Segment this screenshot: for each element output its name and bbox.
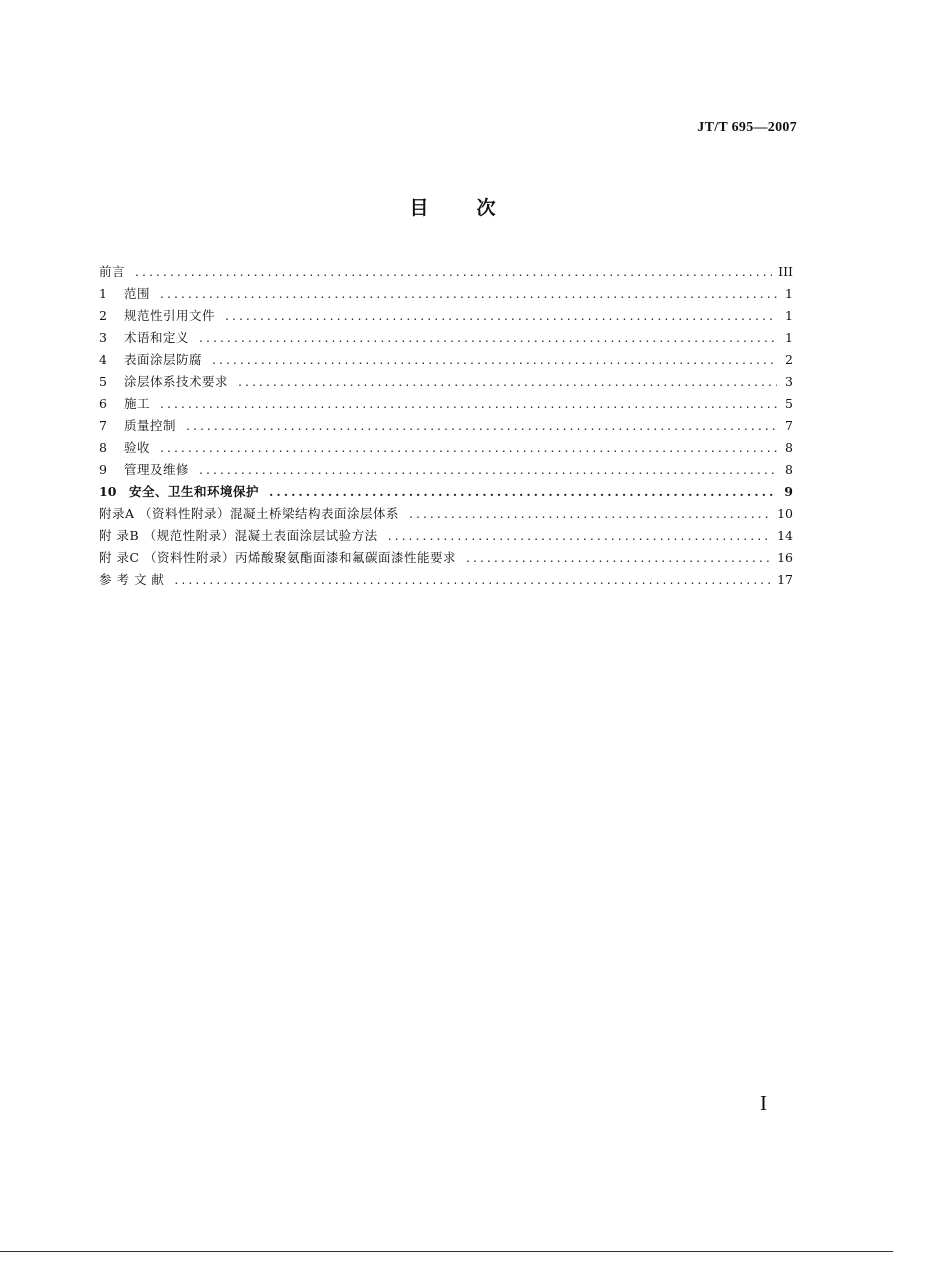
toc-entry-number: 8 [99,440,107,455]
toc-leader-dots [186,415,777,437]
toc-entry-label: 附 录B （规范性附录）混凝土表面涂层试验方法 [99,528,378,543]
toc-entry-number: 10 [99,484,117,499]
toc-leader-dots [160,393,777,415]
toc-entry-page: 1 [785,308,793,323]
toc-title-char-2: 次 [476,197,496,219]
toc-entry-appendix-b[interactable] [99,525,793,547]
toc-entry-page: 7 [785,418,793,433]
toc-entry-page: 8 [785,462,793,477]
toc-entry-label: 规范性引用文件 [124,308,216,323]
toc-entry-7[interactable] [99,415,793,437]
toc-entry-number: 5 [99,374,107,389]
toc-entry-page: 14 [777,528,793,543]
toc-entry-page: 8 [785,440,793,455]
toc-entry-foreword[interactable] [99,261,793,283]
toc-title [0,193,905,220]
toc-entry-label: 施工 [124,396,151,411]
toc-entry-1[interactable] [99,283,793,305]
toc-entry-label: 安全、卫生和环境保护 [129,484,260,499]
toc-entry-references[interactable] [99,569,793,591]
toc-entry-label: 质量控制 [124,418,177,433]
toc-entry-number: 6 [99,396,107,411]
toc-entry-4[interactable] [99,349,793,371]
toc-entry-9[interactable] [99,459,793,481]
toc-entry-page: 3 [785,374,793,389]
bottom-divider [0,1251,893,1252]
toc-entry-appendix-c[interactable] [99,547,793,569]
toc-leader-dots [160,437,777,459]
toc-entry-label: 范围 [124,286,151,301]
page-number: I [760,1091,767,1115]
toc-leader-dots [466,547,771,569]
toc-entry-number: 2 [99,308,107,323]
toc-leader-dots [238,371,777,393]
toc-entry-page: 1 [785,286,793,301]
toc-entry-number: 4 [99,352,107,367]
toc-leader-dots [409,503,771,525]
toc-leader-dots [269,481,777,503]
toc-entry-number: 7 [99,418,107,433]
toc-entry-number: 3 [99,330,107,345]
toc-entry-label: 表面涂层防腐 [124,352,203,367]
toc-entry-label: 验收 [124,440,151,455]
toc-entry-10[interactable] [99,481,793,503]
toc-entry-page: 2 [785,352,793,367]
toc-leader-dots [135,261,772,283]
toc-entry-5[interactable] [99,371,793,393]
toc-entry-page: 17 [777,572,793,587]
toc-entry-8[interactable] [99,437,793,459]
toc-entry-label: 前言 [99,264,126,279]
toc-entry-label: 附录A （资料性附录）混凝土桥梁结构表面涂层体系 [99,506,400,521]
toc-leader-dots [388,525,771,547]
toc-entry-number: 9 [99,462,107,477]
toc-entry-3[interactable] [99,327,793,349]
toc-entry-label: 涂层体系技术要求 [124,374,229,389]
toc-entry-page: 1 [785,330,793,345]
toc-leader-dots [174,569,771,591]
table-of-contents [99,261,793,591]
toc-leader-dots [225,305,777,327]
toc-leader-dots [160,283,777,305]
toc-entry-page: 10 [777,506,793,521]
toc-title-char-1: 目 [409,197,429,219]
toc-leader-dots [212,349,777,371]
toc-entry-2[interactable] [99,305,793,327]
toc-entry-number: 1 [99,286,107,301]
toc-entry-label: 管理及维修 [124,462,190,477]
toc-entry-6[interactable] [99,393,793,415]
toc-entry-page: 16 [777,550,793,565]
toc-entry-label: 附 录C （资料性附录）丙烯酸聚氨酯面漆和氟碳面漆性能要求 [99,550,457,565]
toc-leader-dots [199,327,777,349]
toc-entry-label: 术语和定义 [124,330,190,345]
toc-entry-label: 参 考 文 献 [99,572,165,587]
toc-leader-dots [199,459,777,481]
toc-entry-appendix-a[interactable] [99,503,793,525]
toc-entry-page: 9 [784,484,793,499]
toc-entry-page: III [778,264,793,279]
standard-code: JT/T 695—2007 [697,120,797,135]
toc-entry-page: 5 [785,396,793,411]
